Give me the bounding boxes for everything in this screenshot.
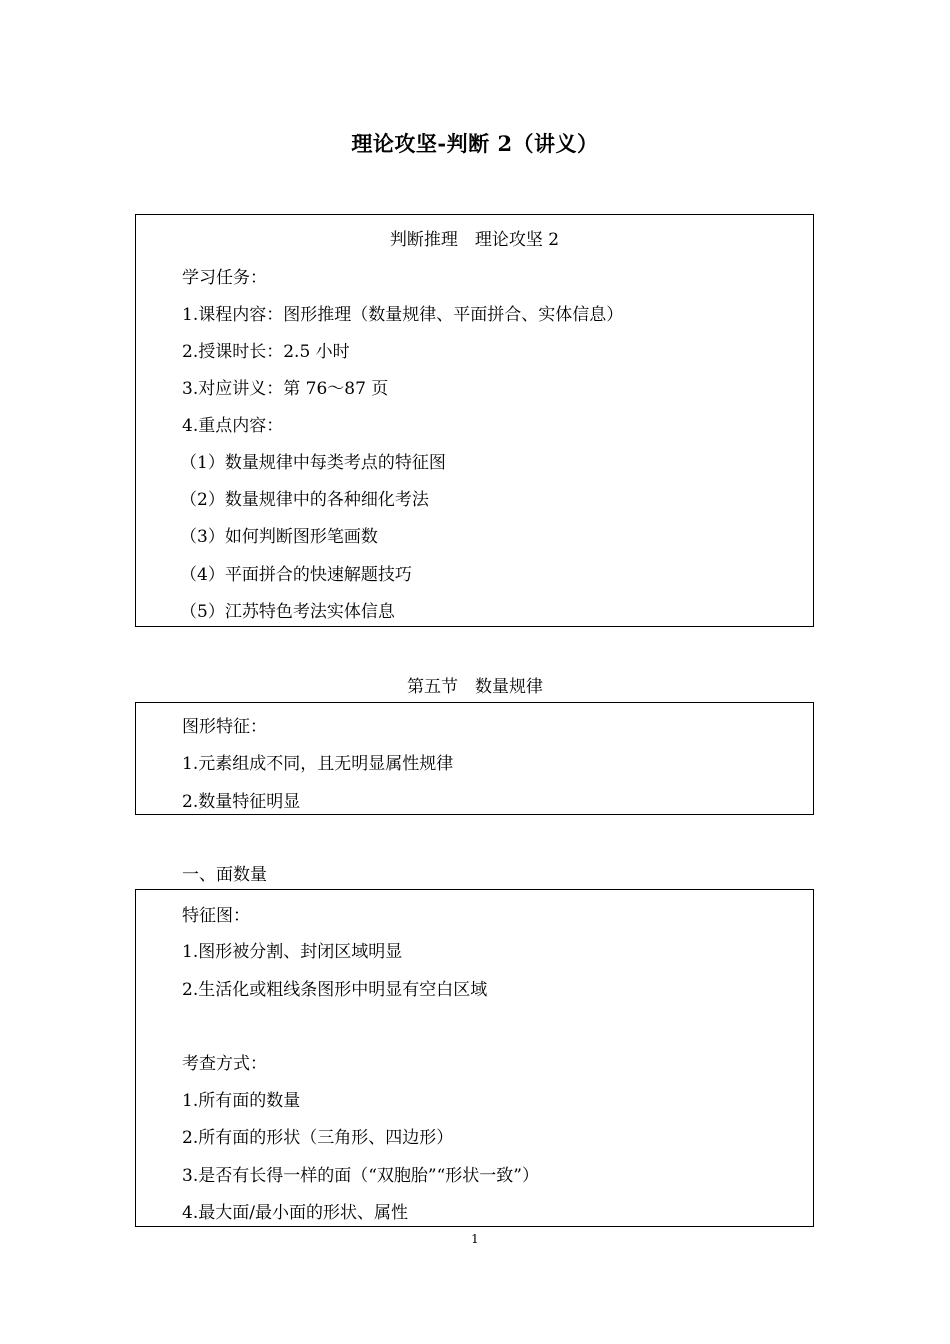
feature-figure-item: 1.图形被分割、封闭区域明显 <box>182 942 403 962</box>
exam-method-item: 1.所有面的数量 <box>182 1091 301 1111</box>
key-point-item: （2）数量规律中的各种细化考法 <box>180 490 429 510</box>
exam-method-label: 考查方式： <box>182 1054 267 1074</box>
key-point-item: （1）数量规律中每类考点的特征图 <box>180 453 446 473</box>
learning-task-box <box>135 214 814 627</box>
feature-figure-item: 2.生活化或粗线条图形中明显有空白区域 <box>182 980 488 1000</box>
key-point-item: （5）江苏特色考法实体信息 <box>180 602 395 622</box>
features-label: 图形特征： <box>182 717 267 737</box>
key-content-label: 4.重点内容： <box>182 416 284 436</box>
exam-method-item: 2.所有面的形状（三角形、四边形） <box>182 1128 454 1148</box>
key-point-item: （3）如何判断图形笔画数 <box>180 527 378 547</box>
feature-figure-label: 特征图： <box>182 906 250 926</box>
exam-method-item: 3.是否有长得一样的面（“双胞胎”“形状一致”） <box>182 1166 539 1186</box>
handout-pages-line: 3.对应讲义：第 76～87 页 <box>182 379 389 399</box>
figure-features-box <box>135 702 814 815</box>
subsection-heading: 一、面数量 <box>182 865 267 885</box>
course-duration-line: 2.授课时长：2.5 小时 <box>182 342 350 362</box>
learning-task-label: 学习任务： <box>182 268 267 288</box>
feature-item: 1.元素组成不同，且无明显属性规律 <box>182 754 454 774</box>
box-header: 判断推理 理论攻坚 2 <box>389 230 560 250</box>
exam-method-item: 4.最大面/最小面的形状、属性 <box>182 1203 408 1223</box>
document-title: 理论攻坚-判断 2（讲义） <box>351 131 599 156</box>
section-heading: 第五节 数量规律 <box>407 677 543 697</box>
face-count-box <box>135 889 814 1227</box>
course-content-line: 1.课程内容：图形推理（数量规律、平面拼合、实体信息） <box>182 305 624 325</box>
feature-item: 2.数量特征明显 <box>182 792 301 812</box>
page-number: 1 <box>471 1232 479 1246</box>
key-point-item: （4）平面拼合的快速解题技巧 <box>180 565 412 585</box>
